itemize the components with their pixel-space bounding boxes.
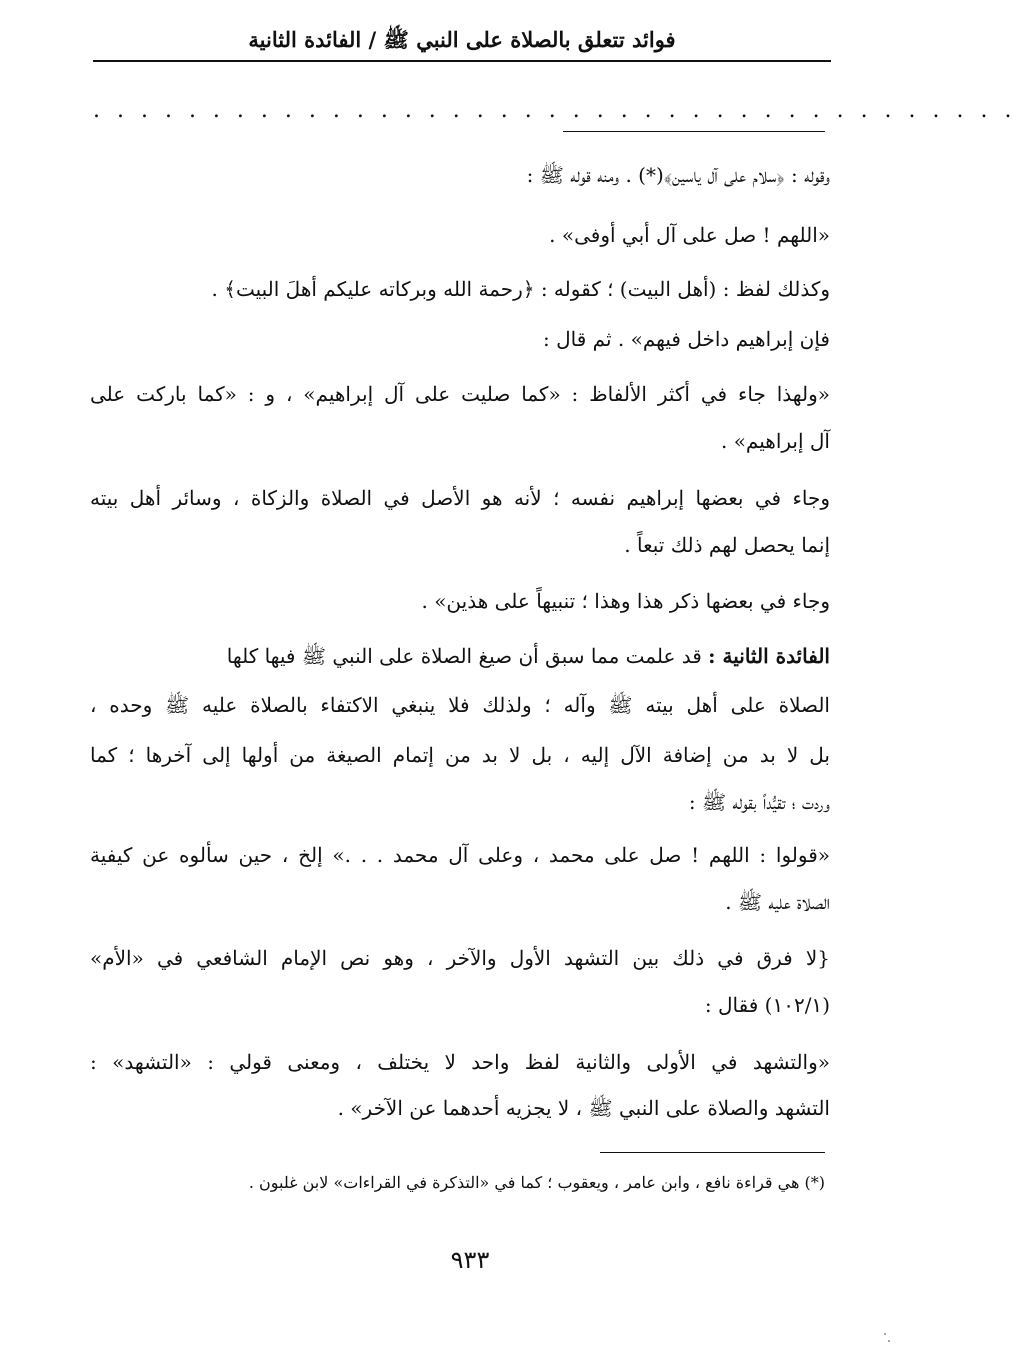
text-line: التشهد والصلاة على النبي ﷺ ، لا يجزيه أحدهما عن الآخر» . — [337, 1096, 830, 1120]
text-line: آل إبراهيم» . — [720, 429, 830, 453]
text-line: وكذلك لفظ : (أهل البيت) ؛ كقوله : ﴿رحمة الله وبركاته عليكم أهلَ البيت﴾ . — [211, 277, 830, 301]
ellipsis-separator: . . . . . . . . . . . . . . . . . . . . . . . . . . . . . . . . . . . . . . . — [93, 98, 1016, 123]
text-line: «قولوا : اللهم ! صل على محمد ، وعلى آل محمد . . .» إلخ ، حين سألوه عن كيفية — [90, 843, 830, 867]
running-header: فوائد تتعلق بالصلاة على النبي ﷺ / الفائدة الثانية — [248, 27, 676, 52]
second-benefit-heading: الفائدة الثانية : — [708, 644, 830, 668]
text-line: وردت ؛ تقيُّداً بقوله ﷺ : — [688, 790, 830, 814]
text-span: قد علمت مما سبق أن صيغ الصلاة على النبي ﷺ فيها كلها — [226, 644, 702, 668]
text-line: وقوله : ﴿سلام على آل ياسين﴾(*) . ومنه قوله ﷺ : — [526, 163, 830, 187]
text-line: «اللهم ! صل على آل أبي أوفى» . — [549, 223, 830, 247]
page-number: ٩٣٣ — [450, 1246, 490, 1274]
text-line: {لا فرق في ذلك بين التشهد الأول والآخر ، وهو نص الإمام الشافعي في «الأم» — [90, 946, 830, 970]
footnote: (*) هي قراءة نافع ، وابن عامر ، ويعقوب ؛ كما في «التذكرة في القراءات» لابن غلبون . — [248, 1173, 825, 1192]
text-line: وجاء في بعضها ذكر هذا وهذا ؛ تنبيهاً على هذين» . — [421, 589, 830, 613]
text-line: إنما يحصل لهم ذلك تبعاً . — [624, 533, 830, 557]
header-rule — [93, 60, 831, 62]
section-rule — [563, 131, 825, 132]
scan-speck — [888, 1340, 890, 1342]
text-line: «ولهذا جاء في أكثر الألفاظ : «كما صليت على آل إبراهيم» ، و : «كما باركت على — [90, 382, 830, 406]
scan-speck — [884, 1333, 886, 1335]
second-benefit-line — [90, 639, 830, 673]
text-line: الصلاة عليه ﷺ . — [725, 890, 830, 914]
text-line: «والتشهد في الأولى والثانية لفظ واحد لا يختلف ، ومعنى قولي : «التشهد» : — [90, 1050, 830, 1074]
text-line: بل لا بد من إضافة الآل إليه ، بل لا بد من إتمام الصيغة من أولها إلى آخرها ؛ كما — [90, 743, 830, 767]
text-line: فإن إبراهيم داخل فيهم» . ثم قال : — [543, 327, 830, 351]
text-line: (١٠٢/١) فقال : — [704, 993, 830, 1017]
text-line: الصلاة على أهل بيته ﷺ وآله ؛ ولذلك فلا ينبغي الاكتفاء بالصلاة عليه ﷺ وحده ، — [90, 693, 830, 717]
text-line: وجاء في بعضها إبراهيم نفسه ؛ لأنه هو الأصل في الصلاة والزكاة ، وسائر أهل بيته — [90, 486, 830, 510]
footnote-rule — [600, 1152, 825, 1153]
